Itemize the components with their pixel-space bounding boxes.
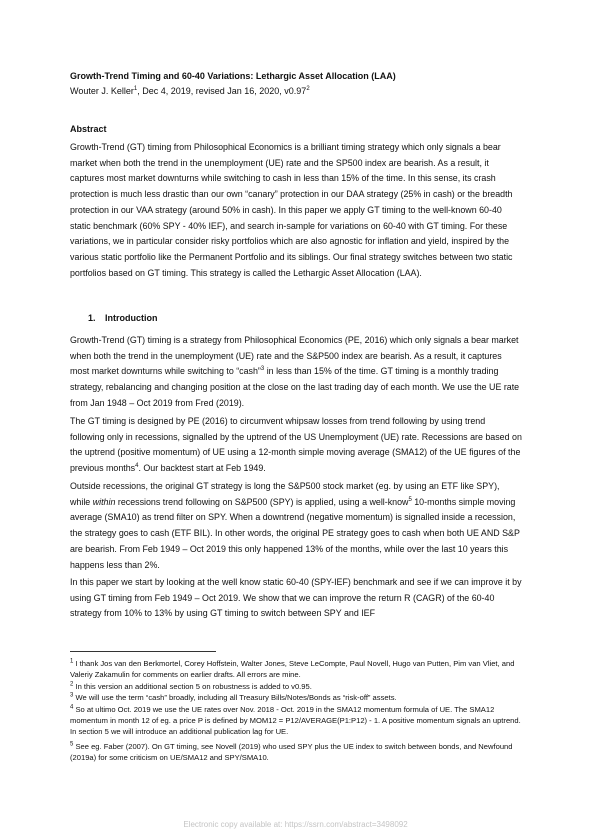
footnote-ref-5: 5: [408, 496, 412, 503]
footnote-number: 2: [70, 681, 74, 688]
intro-p2-text-b: . Our backtest start at Feb 1949.: [138, 463, 266, 474]
footnote-text: See eg. Faber (2007). On GT timing, see Novell (2019) who used SPY plus the UE index to switch between bonds, and Newfound (2019a) for some criticism on UE/SMA12 and SPY/SMA10.: [70, 742, 513, 763]
intro-paragraph-2: [70, 414, 522, 477]
abstract-heading: Abstract: [70, 124, 107, 134]
footnote-divider: [70, 651, 216, 652]
footnote-text: In this version an additional section 5 on robustness is added to v0.95.: [73, 682, 312, 691]
footnote-3: [70, 692, 522, 703]
revision-date: , Dec 4, 2019, revised Jan 16, 2020, v0.97: [137, 86, 307, 96]
footnote-number: 4: [70, 704, 74, 711]
footnote-number: 5: [70, 741, 74, 748]
footnote-number: 3: [70, 692, 74, 699]
paper-title: Growth-Trend Timing and 60-40 Variations: Lethargic Asset Allocation (LAA): [70, 71, 396, 81]
author-line: [70, 86, 310, 96]
intro-p1-text-b: in less than 15% of the time. GT timing is a monthly trading strategy, rebalancing and changing position at the close on the last trading day of each month. We use the UE rate from Jan 1948 – Oct 2019 from Fred (2019).: [70, 366, 520, 408]
abstract-text: Growth-Trend (GT) timing from Philosophical Economics is a brilliant timing strategy which only signals a bear market when both the trend in the unemployment (UE) rate and the SP500 index are bearish. As a result, it captures most market downturns while switching to cash in less than 15% of the time. In this sense, its crash protection is much less drastic than our own “canary” protection in our DAA strategy (25% in cash) or the breadth protection in our VAA strategy (around 50% in cash). In this paper we apply GT timing to the well-known 60-40 static benchmark (60% SPY - 40% IEF), and search in-sample for variations on 60-40 with GT timing. For these variations, we in particular consider risky portfolios which are also agnostic for inflation and yield, inspired by the various static portfolio like the Permanent Portfolio and its siblings. Our final strategy switches between two static portfolios based on GT timing. This strategy is called the Lethargic Asset Allocation (LAA).: [70, 142, 513, 278]
intro-paragraph-3: [70, 479, 522, 573]
footnote-ref-3: 3: [260, 366, 265, 373]
author-name: Wouter J. Keller: [70, 86, 134, 96]
intro-p1-text-a: Growth-Trend (GT) timing is a strategy from Philosophical Economics (PE, 2016) which only signals a bear market when both the trend in the unemployment (UE) rate and the S&P500 index are bearish. As a result, it captures most market downturns while switching to “cash”: [70, 335, 519, 377]
footnote-4: [70, 704, 522, 738]
intro-p3-text-b: recessions trend following on S&P500 (SPY) is applied, using a well-know: [115, 496, 409, 507]
section-heading-introduction: [88, 313, 158, 323]
intro-p2-text-a: The GT timing is designed by PE (2016) to circumvent whipsaw losses from trend following by using trend following only in recessions, signalled by the uptrend of the US Unemployment (UE) rate. Recessions are based on the uptrend (positive momentum) of UE using a 12-month simple moving average (SMA12) of the UE figures of the previous months: [70, 416, 522, 474]
footnote-5: [70, 741, 522, 763]
intro-paragraph-4: In this paper we start by looking at the well know static 60-40 (SPY-IEF) benchmark and see if we can improve it by using GT timing from Feb 1949 – Oct 2019. We show that we can improve the return R (CAGR) of the 60-40 strategy from 10% to 13% by using GT timing to switch between SPY and IEF: [70, 577, 522, 619]
footnote-text: We will use the term “cash” broadly, including all Treasury Bills/Notes/Bonds as “risk-off” assets.: [73, 693, 397, 702]
ssrn-footer: Electronic copy available at: https://ssrn.com/abstract=3498092: [183, 820, 408, 829]
footnote-text: So at ultimo Oct. 2019 we use the UE rates over Nov. 2018 - Oct. 2019 in the SMA12 momentum formula of UE. The SMA12 momentum in month 12 of eg. a price P is defined by MOM12 = P12/AVERAGE(P1:P12) - 1. A positive momentum signals an uptrend. In section 5 we will introduce an additional publication lag for UE.: [70, 705, 521, 737]
footnote-1: [70, 658, 522, 680]
footnote-2: [70, 681, 522, 692]
intro-p3-text-a: Outside recessions, the original GT strategy is long the S&P500 stock market (eg. by using an ETF like SPY), while: [70, 481, 500, 507]
footnote-ref-4: 4: [135, 463, 139, 470]
intro-p3-text-c: 10-months simple moving average (SMA10) as trend filter on SPY. When a downtrend (negative momentum) is signalled inside a recession, the strategy goes to cash (ETF BIL). In other words, the original PE strategy goes to cash when both UE AND S&P are bearish. From Feb 1949 – Oct 2019 this only happened 13% of the months, while over the last 10 years this happens less than 2%.: [70, 496, 520, 570]
footnote-number: 1: [70, 658, 74, 665]
intro-p3-emphasis: within: [92, 496, 116, 507]
section-number: 1.: [88, 313, 96, 323]
footnote-text: I thank Jos van den Berkmortel, Corey Hoffstein, Walter Jones, Steve LeCompte, Paul Novell, Hugo van Putten, Pim van Vliet, and Valeriy Zakamulin for comments on earlier drafts. All errors are mine.: [70, 659, 515, 680]
intro-paragraph-1: [70, 333, 522, 412]
section-title: Introduction: [105, 313, 158, 323]
footnote-ref-1: 1: [133, 86, 138, 92]
footnote-ref-2: 2: [306, 86, 310, 92]
